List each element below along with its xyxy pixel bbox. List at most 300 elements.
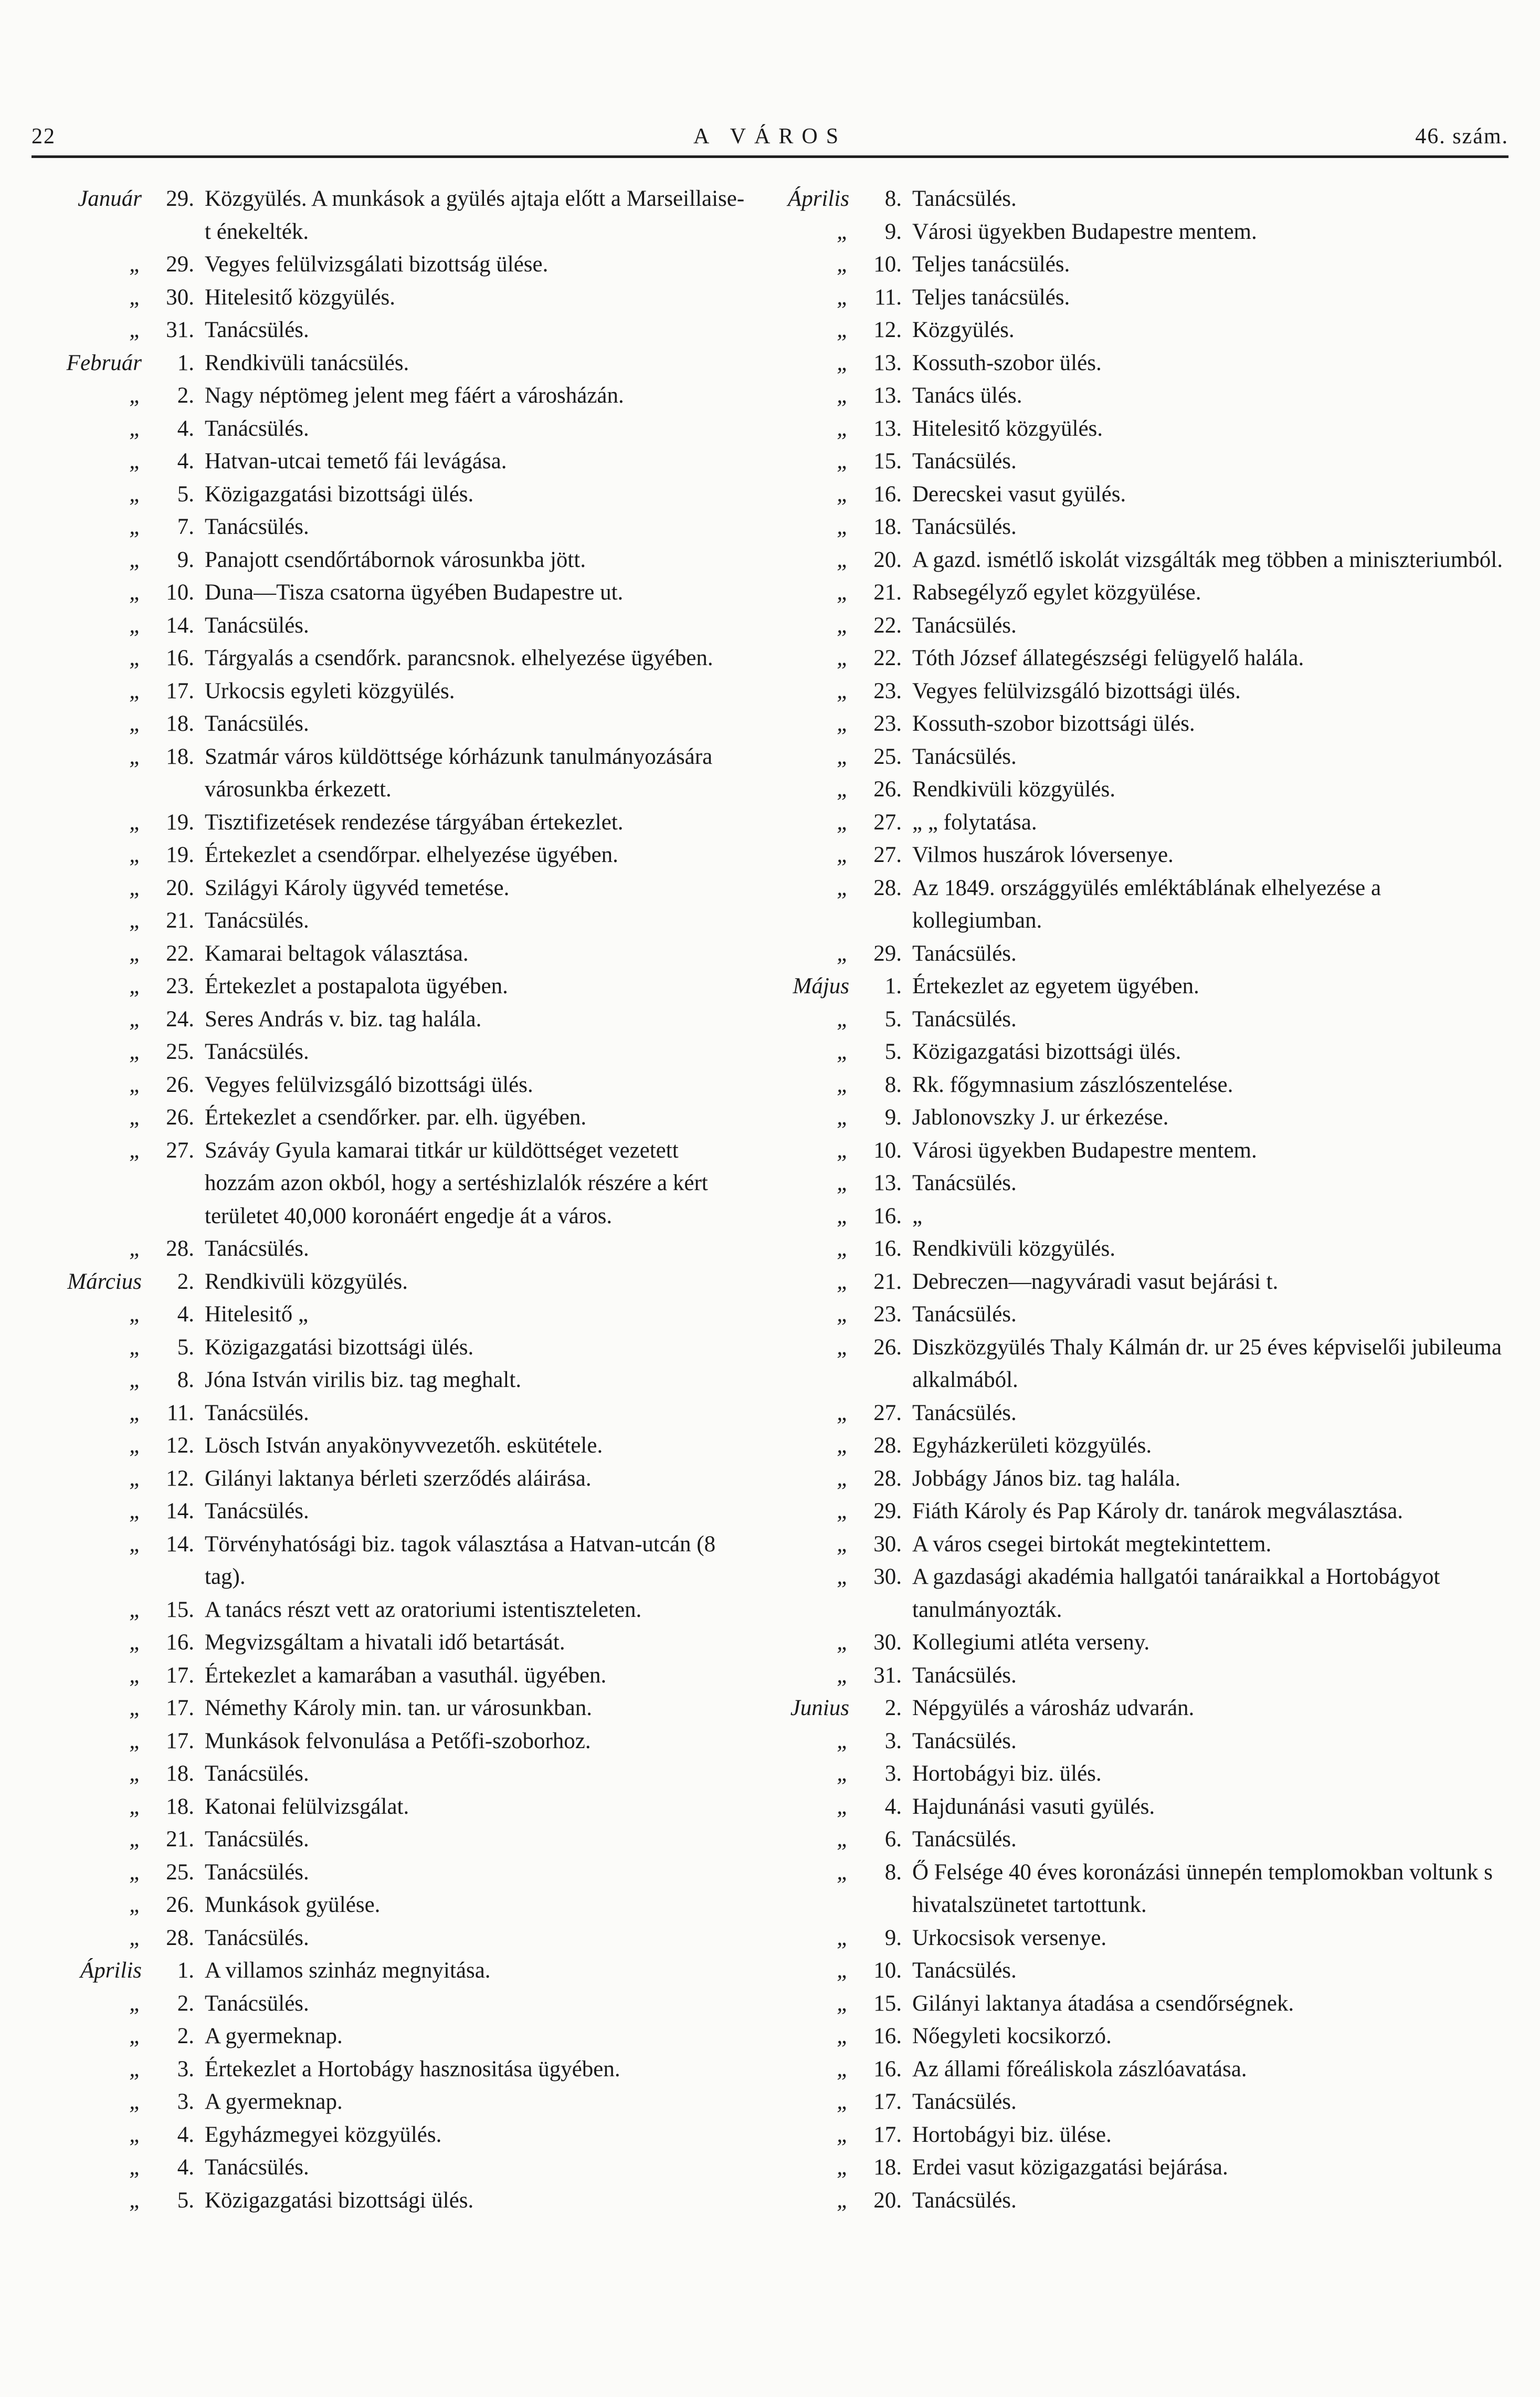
entry-month: „ [129,974,142,998]
entry-month: „ [129,514,142,539]
diary-entry [750,281,1505,314]
entry-text: Törvényhatósági biz. tagok választása a Hatvan-utcán (8 tag). [205,1531,716,1589]
entry-month: „ [837,1991,849,2016]
entry-day: 23. [873,711,902,736]
entry-text: Közgyülés. [912,318,1015,342]
diary-entry [42,1397,745,1430]
entry-text: Tanácsülés. [205,416,309,441]
entry-text: Derecskei vasut gyülés. [912,481,1126,507]
diary-entry [750,773,1505,806]
entry-month: „ [129,1334,142,1360]
entry-day: 4. [177,449,194,474]
entry-month: „ [129,1400,142,1425]
entry-month: „ [837,1006,849,1032]
entry-text: Duna—Tisza csatorna ügyében Budapestre ut. [205,580,624,605]
entry-text: Urkocsisok versenye. [912,1925,1107,1950]
entry-text: Tanácsülés. [912,1958,1017,1983]
entry-text: Száváy Gyula kamarai titkár ur küldöttséget vezetett hozzám azon okból, hogy a sertéshizlalók részére a kért területet 40,000 koronáért engedje át a város. [205,1138,708,1228]
entry-month: „ [837,1564,849,1589]
entry-text: Tanácsülés. [205,514,309,539]
entry-text: Nagy néptömeg jelent meg fáért a városházán. [205,383,624,408]
entry-text: Fiáth Károly és Pap Károly dr. tanárok megválasztása. [912,1499,1403,1523]
entry-day: 23. [873,678,902,703]
entry-text: A gyermeknap. [205,2089,343,2114]
entry-day: 2. [177,383,194,408]
entry-text: Munkások gyülése. [205,1893,381,1917]
entry-text: Hortobágyi biz. ülése. [912,2122,1112,2147]
entry-month: „ [129,1466,142,1491]
entry-day: 10. [873,252,902,277]
entry-day: 16. [873,1236,902,1261]
diary-entry [750,544,1505,577]
diary-entry [750,839,1505,872]
entry-month: „ [837,678,849,703]
entry-day: 14. [166,613,194,638]
entry-month: „ [129,580,142,605]
diary-entry [750,1495,1505,1528]
diary-entry [42,1429,745,1463]
entry-text: Városi ügyekben Budapestre mentem. [912,1138,1257,1163]
entry-text: Tanácsülés. [912,186,1017,211]
entry-day: 29. [873,941,902,966]
entry-day: 19. [166,809,194,835]
diary-entry [42,347,745,380]
diary-entry [42,1823,745,1856]
entry-day: 23. [166,974,194,998]
entry-day: 10. [166,580,194,605]
entry-month: „ [837,1531,849,1557]
diary-entry [750,806,1505,839]
diary-entry [750,1626,1505,1659]
entry-day: 5. [177,2188,194,2213]
entry-month: „ [129,1368,142,1392]
entry-text: Tanácsülés. [205,711,309,736]
diary-entry [42,380,745,413]
entry-text: Tanácsülés. [205,1761,309,1786]
diary-entry [42,1364,745,1397]
entry-day: 5. [177,481,194,507]
entry-day: 1. [177,1958,194,1983]
entry-text: Tanácsülés. [205,1236,309,1261]
diary-entry [750,1233,1505,1266]
entry-day: 2. [177,1991,194,2016]
entry-month: „ [837,1499,849,1523]
diary-entry [750,1101,1505,1134]
entry-text: Hajdunánási vasuti gyülés. [912,1794,1155,1819]
entry-month: „ [837,2155,849,2180]
entry-month: „ [837,711,849,736]
entry-text: Rk. főgymnasium zászlószentelése. [912,1072,1233,1097]
entry-day: 30. [873,1531,902,1557]
entry-text: Tanácsülés. [912,1006,1017,1032]
diary-entry [42,642,745,675]
entry-month: „ [129,1531,142,1557]
diary-entry [750,1725,1505,1758]
entry-day: 30. [873,1630,902,1655]
entry-day: 29. [873,1499,902,1523]
entry-day: 28. [873,875,902,900]
entry-month: Március [67,1269,142,1294]
diary-entry [42,1659,745,1692]
entry-day: 7. [177,514,194,539]
diary-entry [750,216,1505,249]
entry-month: „ [129,252,142,277]
diary-entry [42,413,745,446]
diary-entry [750,1791,1505,1824]
entry-month: „ [837,580,849,605]
entry-month: „ [129,809,142,835]
entry-month: „ [837,744,849,769]
entry-month: „ [129,908,142,933]
diary-entry [42,1594,745,1627]
entry-text: Tanácsülés. [205,1827,309,1852]
entry-text: Tanácsülés. [205,2155,309,2180]
entry-month: „ [837,2056,849,2081]
entry-day: 27. [166,1138,194,1163]
diary-entry [42,806,745,839]
diary-entry [42,1725,745,1758]
entry-text: Egyházmegyei közgyülés. [205,2122,442,2147]
diary-entry [42,1036,745,1069]
entry-day: 13. [873,416,902,441]
entry-text: Seres András v. biz. tag halála. [205,1006,482,1032]
entry-text: A gyermeknap. [205,2024,343,2048]
diary-entry [42,1463,745,1496]
diary-entry [750,2086,1505,2119]
entry-day: 16. [873,1203,902,1228]
entry-text: Egyházkerületi közgyülés. [912,1433,1152,1458]
entry-day: 26. [873,777,902,802]
diary-entry [750,1069,1505,1102]
entry-month: „ [129,1663,142,1688]
entry-text: Városi ügyekben Budapestre mentem. [912,219,1257,244]
entry-day: 31. [166,318,194,342]
entry-day: 2. [177,2024,194,2048]
entry-month: „ [129,613,142,638]
entry-day: 18. [873,2155,902,2180]
entry-month: „ [129,449,142,474]
entry-day: 22. [873,646,902,670]
entry-month: „ [837,1925,849,1950]
entry-month: „ [837,1630,849,1655]
diary-entry [750,642,1505,675]
entry-month: „ [837,481,849,507]
diary-entry [750,741,1505,774]
entry-text: Urkocsis egyleti közgyülés. [205,678,455,703]
diary-entry [42,2053,745,2086]
entry-day: 17. [166,1696,194,1720]
diary-entry [42,872,745,905]
entry-month: „ [837,2188,849,2213]
entry-day: 18. [166,744,194,769]
diary-entry [750,347,1505,380]
entry-text: Gilányi laktanya bérleti szerződés aláirása. [205,1466,592,1491]
diary-entry [750,1200,1505,1233]
entry-text: Némethy Károly min. tan. ur városunkban. [205,1696,592,1720]
diary-entry [42,2151,745,2184]
entry-text: Rendkivüli közgyülés. [912,777,1115,802]
entry-month: „ [129,2188,142,2213]
page-number: 22 [31,124,56,149]
entry-day: 31. [873,1663,902,1688]
diary-entry [42,1003,745,1036]
entry-day: 28. [873,1466,902,1491]
entry-text: Jóna István virilis biz. tag meghalt. [205,1368,522,1392]
diary-entry [750,1167,1505,1200]
entry-text: Teljes tanácsülés. [912,252,1070,277]
entry-month: „ [837,1203,849,1228]
entry-text: Kamarai beltagok választása. [205,941,469,966]
entry-month: „ [129,1794,142,1819]
entry-month: Február [66,350,142,375]
entry-month: „ [837,1794,849,1819]
entry-month: „ [837,1072,849,1097]
entry-text: Tanácsülés. [205,908,309,933]
entry-month: „ [837,1958,849,1983]
entry-text: Jablonovszky J. ur érkezése. [912,1105,1169,1130]
entry-text: Hatvan-utcai temető fái levágása. [205,449,507,474]
diary-entry [750,183,1505,216]
entry-text: Tanács ülés. [912,383,1022,408]
diary-entry [750,708,1505,741]
diary-entry [750,1758,1505,1791]
entry-text: Közigazgatási bizottsági ülés. [205,2188,474,2213]
diary-entry [42,938,745,971]
entry-month: Május [793,974,849,998]
entry-month: „ [129,1039,142,1064]
right-column [750,183,1505,2217]
entry-day: 2. [177,1269,194,1294]
diary-entry [42,1266,745,1299]
entry-text: Tanácsülés. [205,1925,309,1950]
entry-text: Értekezlet a csendőrpar. elhelyezése ügyében. [205,843,618,867]
entry-text: A villamos szinház megnyitása. [205,1958,491,1983]
entry-month: „ [837,252,849,277]
entry-day: 22. [166,941,194,966]
diary-entry [42,1988,745,2021]
entry-day: 9. [177,547,194,572]
entry-text: Értekezlet a kamarában a vasuthál. ügyében. [205,1663,607,1688]
entry-month: „ [129,1761,142,1786]
diary-entry [42,511,745,544]
diary-entry [750,2020,1505,2053]
entry-day: 27. [873,809,902,835]
entry-text: Diszközgyülés Thaly Kálmán dr. ur 25 éves képviselői jubileuma alkalmából. [912,1334,1502,1392]
diary-entry [42,2086,745,2119]
entry-month: „ [837,843,849,867]
entry-month: „ [129,1105,142,1130]
entry-text: Megvizsgáltam a hivatali idő betartását. [205,1630,565,1655]
entry-text: Tanácsülés. [205,1859,309,1885]
entry-day: 15. [873,449,902,474]
entry-day: 26. [166,1105,194,1130]
entry-day: 3. [177,2089,194,2114]
entry-day: 29. [166,186,194,211]
entry-day: 21. [166,1827,194,1852]
entry-month: „ [129,1597,142,1622]
entry-day: 3. [884,1761,902,1786]
entry-day: 9. [884,1105,902,1130]
entry-month: „ [129,1302,142,1327]
entry-day: 5. [884,1039,902,1064]
diary-entry [42,1922,745,1955]
entry-day: 26. [166,1893,194,1917]
entry-month: „ [837,777,849,802]
entry-text: Tanácsülés. [912,2188,1017,2213]
entry-month: „ [129,1728,142,1753]
entry-month: „ [837,2024,849,2048]
entry-day: 20. [166,875,194,900]
diary-entry [42,1889,745,1922]
entry-month: „ [837,350,849,375]
entry-text: Gilányi laktanya átadása a csendőrségnek. [912,1991,1294,2016]
entry-day: 9. [884,219,902,244]
issue-number: 46. szám. [1415,124,1509,149]
entry-day: 10. [873,1958,902,1983]
entry-text: Vegyes felülvizsgálati bizottság ülése. [205,252,549,277]
diary-entry [42,445,745,478]
entry-text: Szatmár város küldöttsége kórházunk tanulmányozására városunkba érkezett. [205,744,713,802]
entry-text: Az 1849. országgyülés emléktáblának elhelyezése a kollegiumban. [912,875,1381,933]
entry-month: „ [837,1138,849,1163]
entry-day: 13. [873,383,902,408]
entry-day: 16. [873,2024,902,2048]
entry-text: Értekezlet a csendőrker. par. elh. ügyében. [205,1105,587,1130]
diary-entry [750,1463,1505,1496]
entry-text: Tárgyalás a csendőrk. parancsnok. elhelyezése ügyében. [205,646,713,670]
entry-day: 2. [884,1696,902,1720]
entry-text: „ [912,1203,923,1228]
entry-text: Vegyes felülvizsgáló bizottsági ülés. [912,678,1241,703]
diary-entry [750,970,1505,1003]
diary-entry [42,1495,745,1528]
entry-text: Tanácsülés. [912,1663,1017,1688]
diary-entry [750,2151,1505,2184]
entry-text: Tanácsülés. [912,1171,1017,1195]
entry-month: „ [129,1433,142,1458]
entry-text: Tanácsülés. [205,1039,309,1064]
entry-month: „ [837,1827,849,1852]
entry-text: Rendkivüli tanácsülés. [205,350,409,375]
diary-entry [750,872,1505,938]
entry-day: 25. [166,1859,194,1885]
diary-entry [750,1659,1505,1692]
entry-day: 16. [166,1630,194,1655]
diary-entry [750,1692,1505,1725]
entry-text: Ő Felsége 40 éves koronázási ünnepén templomokban voltunk s hivatalszünetet tartottunk. [912,1859,1493,1917]
diary-entry [42,2184,745,2217]
diary-entry [42,970,745,1003]
diary-entry [750,1823,1505,1856]
entry-month: Április [787,186,849,211]
entry-month: „ [837,1761,849,1786]
diary-entry [750,675,1505,708]
entry-month: „ [837,1728,849,1753]
diary-entry [42,1528,745,1594]
entry-text: Értekezlet a postapalota ügyében. [205,974,508,998]
diary-entry [42,1298,745,1331]
diary-entry [42,839,745,872]
entry-text: Közigazgatási bizottsági ülés. [205,1334,474,1360]
entry-month: „ [129,2155,142,2180]
entry-month: „ [129,2056,142,2081]
entry-month: „ [129,416,142,441]
entry-month: „ [837,1039,849,1064]
entry-text: Erdei vasut közigazgatási bejárása. [912,2155,1228,2180]
entry-day: 24. [166,1006,194,1032]
entry-month: „ [129,1072,142,1097]
entry-month: „ [129,1006,142,1032]
entry-text: Hortobágyi biz. ülés. [912,1761,1102,1786]
entry-day: 12. [873,318,902,342]
diary-entry [750,1954,1505,1988]
entry-day: 17. [166,1663,194,1688]
entry-month: „ [837,646,849,670]
entry-month: „ [129,678,142,703]
entry-month: „ [129,711,142,736]
entry-month: „ [837,285,849,310]
diary-entry [750,2119,1505,2152]
diary-entry [750,1003,1505,1036]
entry-month: „ [129,2024,142,2048]
diary-entry [750,938,1505,971]
entry-day: 21. [873,1269,902,1294]
entry-month: „ [129,1859,142,1885]
entry-day: 21. [873,580,902,605]
entry-month: „ [837,1466,849,1491]
entry-text: Tanácsülés. [205,318,309,342]
entry-day: 12. [166,1466,194,1491]
entry-text: „ „ folytatása. [912,809,1037,835]
entry-month: „ [129,1893,142,1917]
entry-day: 16. [873,481,902,507]
entry-month: „ [129,1138,142,1163]
entry-month: „ [129,383,142,408]
entry-day: 3. [884,1728,902,1753]
left-column [42,183,745,2217]
entry-month: „ [129,318,142,342]
entry-text: Tanácsülés. [205,1991,309,2016]
diary-entry [42,675,745,708]
entry-text: Tanácsülés. [205,613,309,638]
entry-month: „ [129,1925,142,1950]
entry-text: Tanácsülés. [912,1728,1017,1753]
entry-day: 13. [873,350,902,375]
entry-day: 21. [166,908,194,933]
entry-day: 5. [884,1006,902,1032]
diary-entry [750,1988,1505,2021]
entry-day: 28. [166,1236,194,1261]
diary-entry [750,1561,1505,1626]
entry-month: „ [837,1236,849,1261]
entry-text: Hitelesitő „ [205,1302,309,1327]
entry-month: „ [129,941,142,966]
entry-month: Április [80,1958,142,1983]
entry-text: Vegyes felülvizsgáló bizottsági ülés. [205,1072,533,1097]
entry-text: Tanácsülés. [912,1302,1017,1327]
entry-month: „ [129,481,142,507]
entry-month: „ [129,285,142,310]
entry-day: 18. [873,514,902,539]
entry-day: 1. [177,350,194,375]
entry-text: Tanácsülés. [912,613,1017,638]
diary-entry [750,2053,1505,2086]
entry-text: A gazd. ismétlő iskolát vizsgálták meg többen a miniszteriumból. [912,547,1503,572]
entry-text: Tanácsülés. [912,1827,1017,1852]
diary-entry [42,1069,745,1102]
entry-day: 30. [166,285,194,310]
entry-text: Munkások felvonulása a Petőfi-szoborhoz. [205,1728,591,1753]
